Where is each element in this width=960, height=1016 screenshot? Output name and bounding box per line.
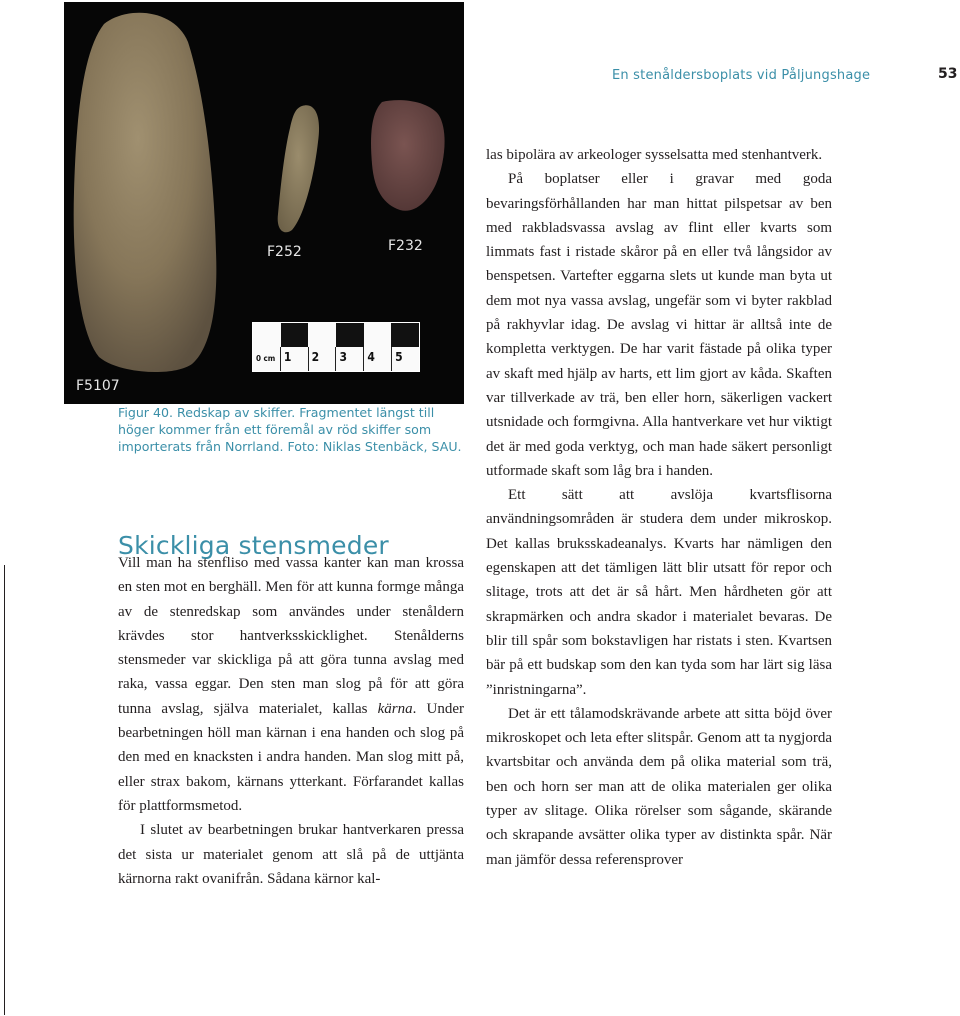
- paragraph-text: Vill man ha stenfliso med vassa kanter kan man krossa en sten mot en berghäll. Men för att kunna formge många av de stenredskap som användes under stenåldern krävdes stor hantverksskicklighet. Stenålderns stensmeder var skickliga på att göra tunna avslag med raka, vassa eggar. Den sten man slog på för att göra tunna avslag, själva materialet, kallas: [118, 555, 464, 717]
- scale-tick: 1: [283, 350, 292, 364]
- paragraph: I slutet av bearbetningen brukar hantverkaren pressa det sista ur materialet genom att slå på de uttjänta kärnorna rakt ovanifrån. Sådana kärnor kal-: [118, 822, 464, 887]
- margin-rule: [4, 565, 5, 1015]
- scale-tick: 4: [367, 350, 375, 364]
- label-f232: F232: [388, 238, 423, 254]
- section-heading: Skickliga stensmeder: [118, 530, 389, 560]
- paragraph-text: . Under bearbetningen höll man kärnan i ena handen och slog på den med en knacksten i andra handen. Man slog mitt på, eller strax bakom, kärnans ytterkant. Förfarandet kallas för plattformsmetod.: [118, 700, 464, 814]
- label-f5107: F5107: [76, 378, 120, 394]
- scale-bar-ticks: [253, 347, 419, 371]
- page-number: 53: [938, 66, 958, 82]
- paragraph: Det är ett tålamodskrävande arbete att sitta böjd över mikroskopet och leta efter slitspår. Genom att ta nygjorda kvartsbitar och använda dem på olika material som trä, ben och horn ser man att de olika materialen ger olika typer av slitage. Olika rörelser som sågande, skärande och skrapande avsätter olika typer av distinkta spår. När man jämför dessa referensprover: [486, 705, 832, 868]
- left-column: [118, 551, 464, 891]
- paragraph: [118, 551, 464, 818]
- paragraph: Ett sätt att avslöja kvartsflisorna användningsområden är studera dem under mikroskop. Det kallas bruksskadeanalys. Kvarts har nämligen den egenskapen att det tämligen lätt blir utsatt för repor och slitage, trots att det är så hårt. Men hårdheten gör att skrapmärken och andra skador i materialet bevaras. De blir till spår som bokstavligen har ristats i sten. Kvartsen bär på ett budskap som den kan tyda som har lärt sig läsa ”inristningarna”.: [486, 487, 832, 698]
- right-column: [486, 143, 832, 872]
- artifact-photo: [64, 2, 464, 404]
- scale-tick: 5: [395, 350, 403, 364]
- paragraph: På boplatser eller i gravar med goda bevaringsförhållanden har man hittat pilspetsar av ben med rakbladsvassa avslag av flint eller kvarts som limmats fast i ristade skåror på en eller två långsidor av benspetsen. Vartefter eggarna slets ut kunde man byta ut dem mot nya vassa avslag, ungefär som vi byter rakblad på rakhyvlar idag. De avslag vi hittar är alltså inte de kompletta verktygen. De har varit fästade på olika typer av skaft med hjälp av harts, ett lim gjort av kåda. Skaften var tillverkade av trä, ben eller horn, säkerligen vackert utsnidade och formgivna. Alla hantverkare vet hur viktigt det är med goda verktyg, och man hade säkert personligt utformade skaft som låg bra i handen.: [486, 171, 832, 479]
- paragraph-emphasis: kärna: [377, 700, 413, 717]
- scale-tick: 0 cm: [256, 354, 276, 363]
- scale-tick: 2: [311, 350, 320, 364]
- scale-bar-checker: [253, 323, 419, 347]
- scale-tick: 3: [339, 350, 347, 364]
- scale-bar: [252, 322, 420, 372]
- label-f252: F252: [267, 244, 302, 260]
- paragraph: las bipolära av arkeologer sysselsatta med stenhantverk.: [486, 147, 823, 163]
- figure-caption: Figur 40. Redskap av skiffer. Fragmentet längst till höger kommer från ett föremål av röd skiffer som importerats från Norrland. Foto: Niklas Stenbäck, SAU.: [118, 405, 462, 454]
- running-title: En stenåldersboplats vid Påljungshage: [612, 68, 871, 83]
